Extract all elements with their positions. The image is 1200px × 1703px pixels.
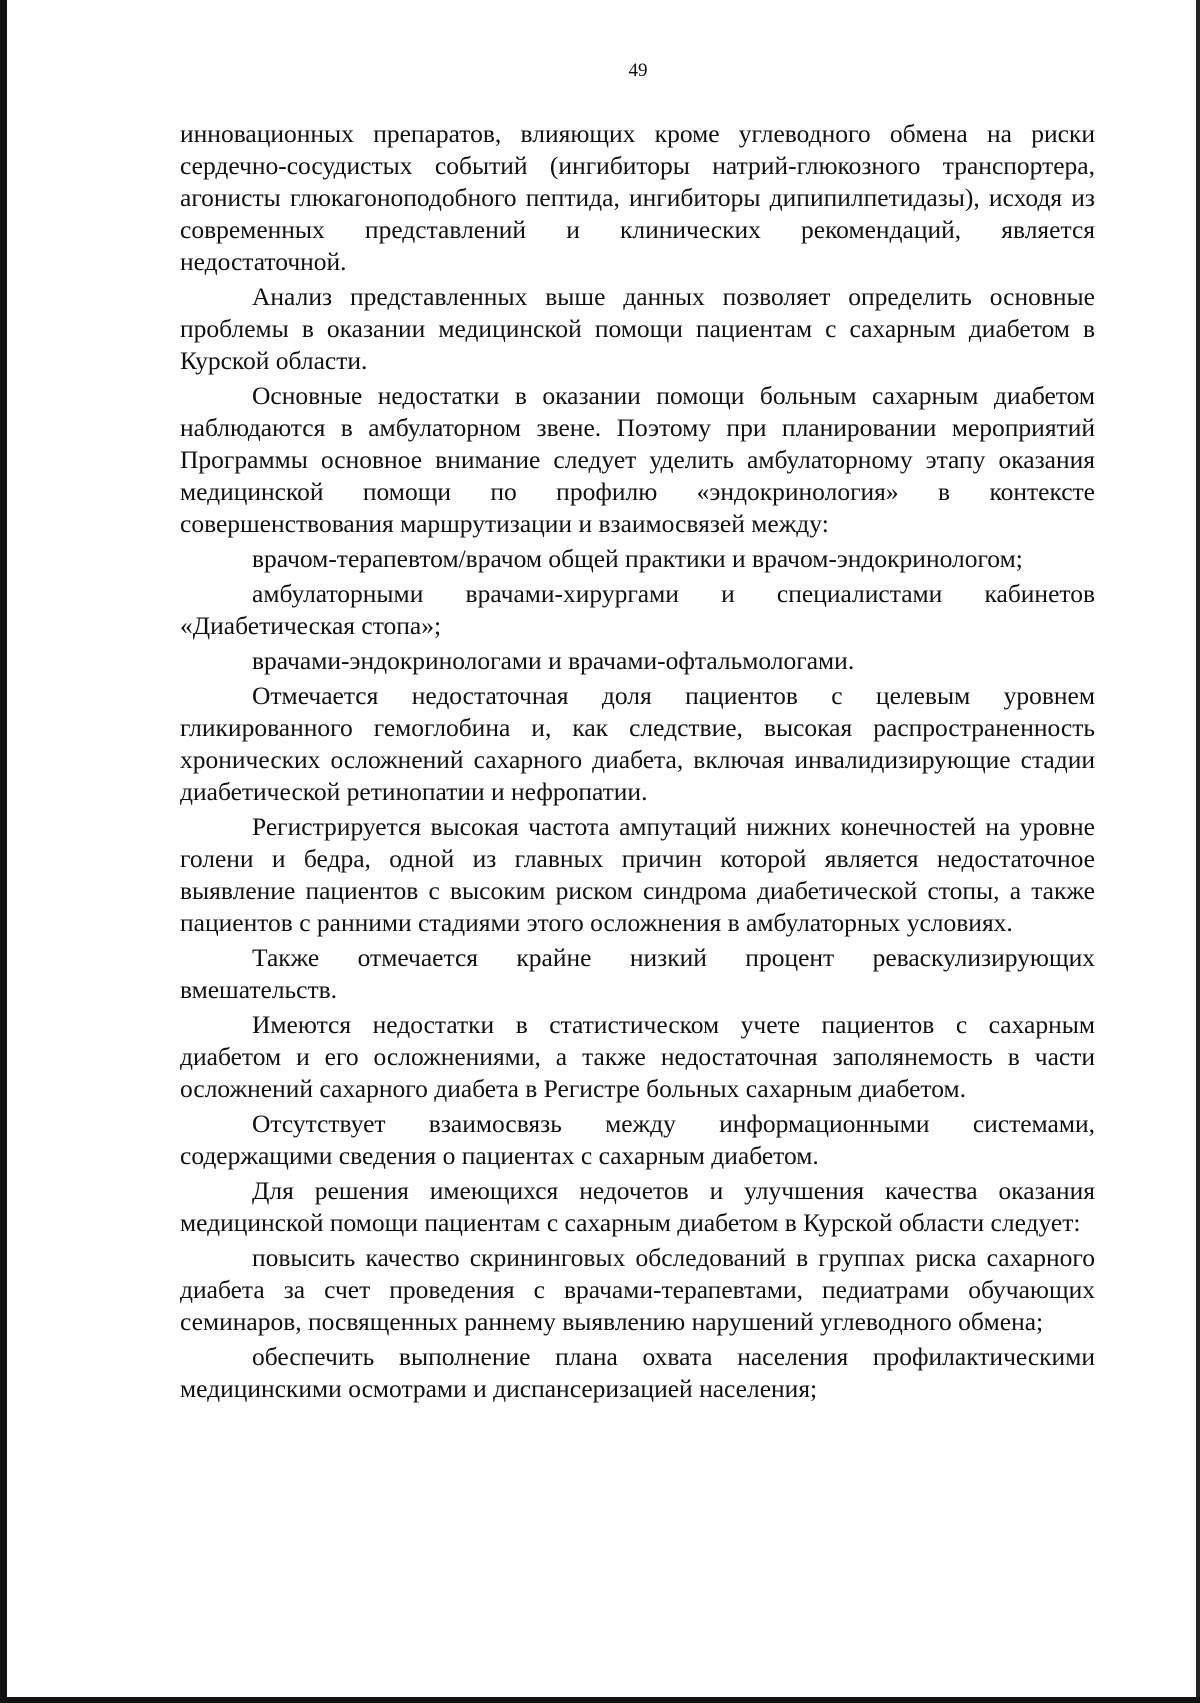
paragraph: Анализ представленных выше данных позволяет определить основные проблемы в оказании медицинской помощи пациентам с сахарным диабетом в Курской области. — [180, 282, 1095, 375]
list-item: амбулаторными врачами-хирургами и специалистами кабинетов «Диабетическая стопа»; — [180, 579, 1095, 640]
page-number: 49 — [628, 60, 648, 81]
paragraph: Регистрируется высокая частота ампутаций нижних конечностей на уровне голени и бедра, одной из главных причин которой является недостаточное выявление пациентов с высоким риском синдрома диабетической стопы, а также пациентов с ранними стадиями этого осложнения в амбулаторных условиях. — [180, 812, 1095, 937]
scan-border-bottom — [0, 1697, 1200, 1703]
list-item: повысить качество скрининговых обследований в группах риска сахарного диабета за счет проведения с врачами-терапевтами, педиатрами обучающих семинаров, посвященных раннему выявлению нарушений углеводного обмена; — [180, 1243, 1095, 1336]
paragraph: Отсутствует взаимосвязь между информационными системами, содержащими сведения о пациентах с сахарным диабетом. — [180, 1109, 1095, 1170]
paragraph: инновационных препаратов, влияющих кроме углеводного обмена на риски сердечно-сосудистых событий (ингибиторы натрий-глюкозного транспортера, агонисты глюкагоноподобного пептида, ингибиторы дипипилпетидазы), исходя из современных представлений и клинических рекомендаций, является недостаточной. — [180, 119, 1095, 276]
list-item: врачом-терапевтом/врачом общей практики и врачом-эндокринологом; — [252, 544, 1023, 573]
list-item: обеспечить выполнение плана охвата населения профилактическими медицинскими осмотрами и диспансеризацией населения; — [180, 1342, 1095, 1403]
scan-border-right — [1196, 0, 1200, 1703]
document-body — [180, 118, 1095, 1408]
paragraph: Основные недостатки в оказании помощи больным сахарным диабетом наблюдаются в амбулаторном звене. Поэтому при планировании мероприятий Программы основное внимание следует уделить амбулаторному этапу оказания медицинской помощи по профилю «эндокринология» в контексте совершенствования маршрутизации и взаимосвязей между: — [180, 381, 1095, 538]
paragraph: Для решения имеющихся недочетов и улучшения качества оказания медицинской помощи пациентам с сахарным диабетом в Курской области следует: — [180, 1176, 1095, 1237]
scan-border-left — [0, 0, 7, 1703]
paragraph: Также отмечается крайне низкий процент реваскулизирующих вмешательств. — [180, 943, 1095, 1004]
paragraph: Отмечается недостаточная доля пациентов с целевым уровнем гликированного гемоглобина и, как следствие, высокая распространенность хронических осложнений сахарного диабета, включая инвалидизирующие стадии диабетической ретинопатии и нефропатии. — [180, 681, 1095, 806]
list-item: врачами-эндокринологами и врачами-офтальмологами. — [252, 646, 855, 675]
paragraph: Имеются недостатки в статистическом учете пациентов с сахарным диабетом и его осложнениями, а также недостаточная заполянемость в части осложнений сахарного диабета в Регистре больных сахарным диабетом. — [180, 1010, 1095, 1103]
